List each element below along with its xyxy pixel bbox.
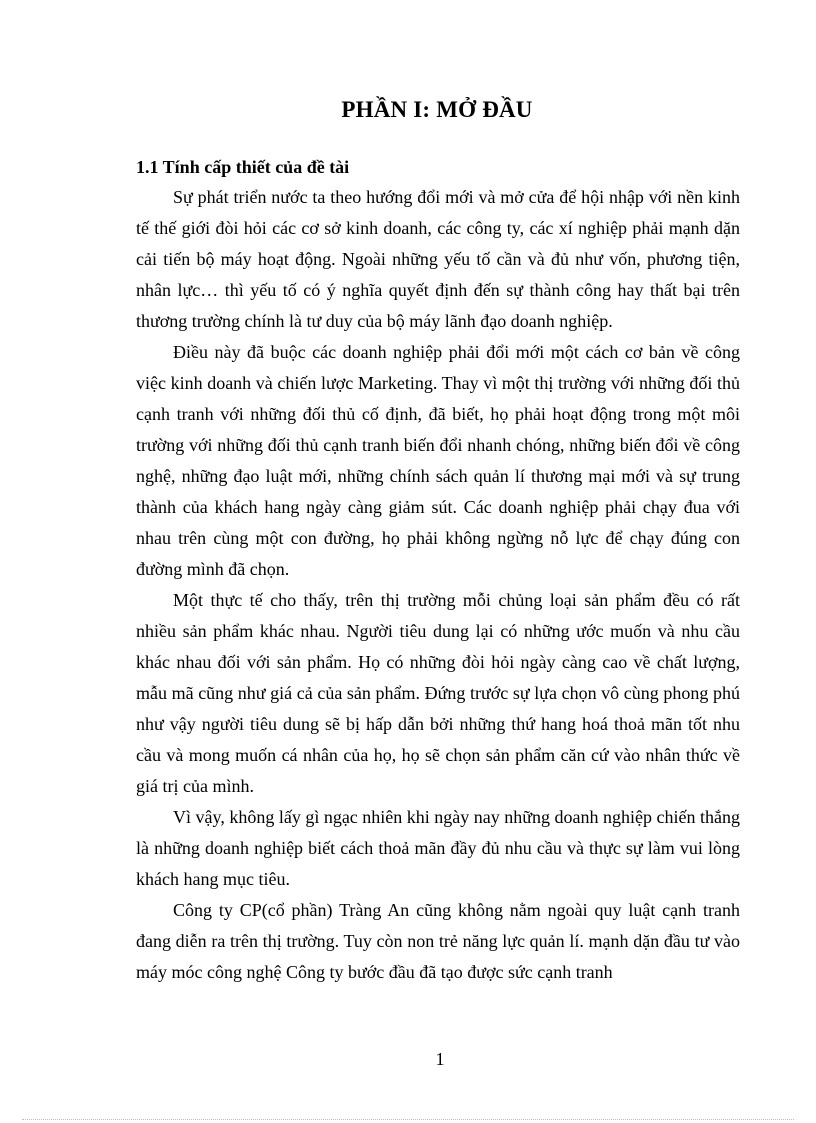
- paragraph-3: Một thực tế cho thấy, trên thị trường mỗi chủng loại sản phẩm đều có rất nhiều sản phẩm khác nhau. Người tiêu dung lại có những ước muốn và nhu cầu khác nhau đối với sản phẩm. Họ có những đòi hỏi ngày càng cao về chất lượng, mẫu mã cũng như giá cả của sản phẩm. Đứng trước sự lựa chọn vô cùng phong phú như vậy người tiêu dung sẽ bị hấp dẫn bởi những thứ hang hoá thoả mãn tốt nhu cầu và mong muốn cá nhân của họ, họ sẽ chọn sản phẩm căn cứ vào nhân thức về giá trị của mình.: [136, 590, 740, 796]
- page-number: 1: [435, 1049, 445, 1069]
- page-title: PHẦN I: MỞ ĐẦU: [341, 97, 533, 122]
- paragraph-5: Công ty CP(cổ phần) Tràng An cũng không nằm ngoài quy luật cạnh tranh đang diễn ra trên thị trường. Tuy còn non trẻ năng lực quản lí. mạnh dặn đầu tư vào máy móc công nghệ Công ty bước đầu đã tạo được sức cạnh tranh: [136, 900, 740, 982]
- paragraph-4: Vì vậy, không lấy gì ngạc nhiên khi ngày nay những doanh nghiệp chiến thắng là những doanh nghiệp biết cách thoả mãn đầy đủ nhu cầu và thực sự làm vui lòng khách hang mục tiêu.: [136, 807, 740, 889]
- body-text: [136, 182, 740, 988]
- paragraph-1: Sự phát triển nước ta theo hướng đổi mới và mở cửa để hội nhập với nền kinh tế thế giới đòi hỏi các cơ sở kinh doanh, các công ty, các xí nghiệp phải mạnh dặn cải tiến bộ máy hoạt động. Ngoài những yếu tố cần và đủ như vốn, phương tiện, nhân lực… thì yếu tố có ý nghĩa quyết định đến sự thành công hay thất bại trên thương trường chính là tư duy của bộ máy lãnh đạo doanh nghiệp.: [136, 187, 740, 331]
- page-bottom-divider: [22, 1119, 794, 1120]
- paragraph-2: Điều này đã buộc các doanh nghiệp phải đổi mới một cách cơ bản về công việc kinh doanh và chiến lược Marketing. Thay vì một thị trường với những đối thủ cạnh tranh với những đối thủ cố định, đã biết, họ phải hoạt động trong một môi trường với những đối thủ cạnh tranh biến đổi nhanh chóng, những biến đổi về công nghệ, những đạo luật mới, những chính sách quản lí thương mại mới và sự trung thành của khách hang ngày càng giảm sút. Các doanh nghiệp phải chạy đua với nhau trên cùng một con đường, họ phải không ngừng nỗ lực để chạy đúng con đường mình đã chọn.: [136, 342, 740, 579]
- section-heading: 1.1 Tính cấp thiết của đề tài: [136, 157, 350, 177]
